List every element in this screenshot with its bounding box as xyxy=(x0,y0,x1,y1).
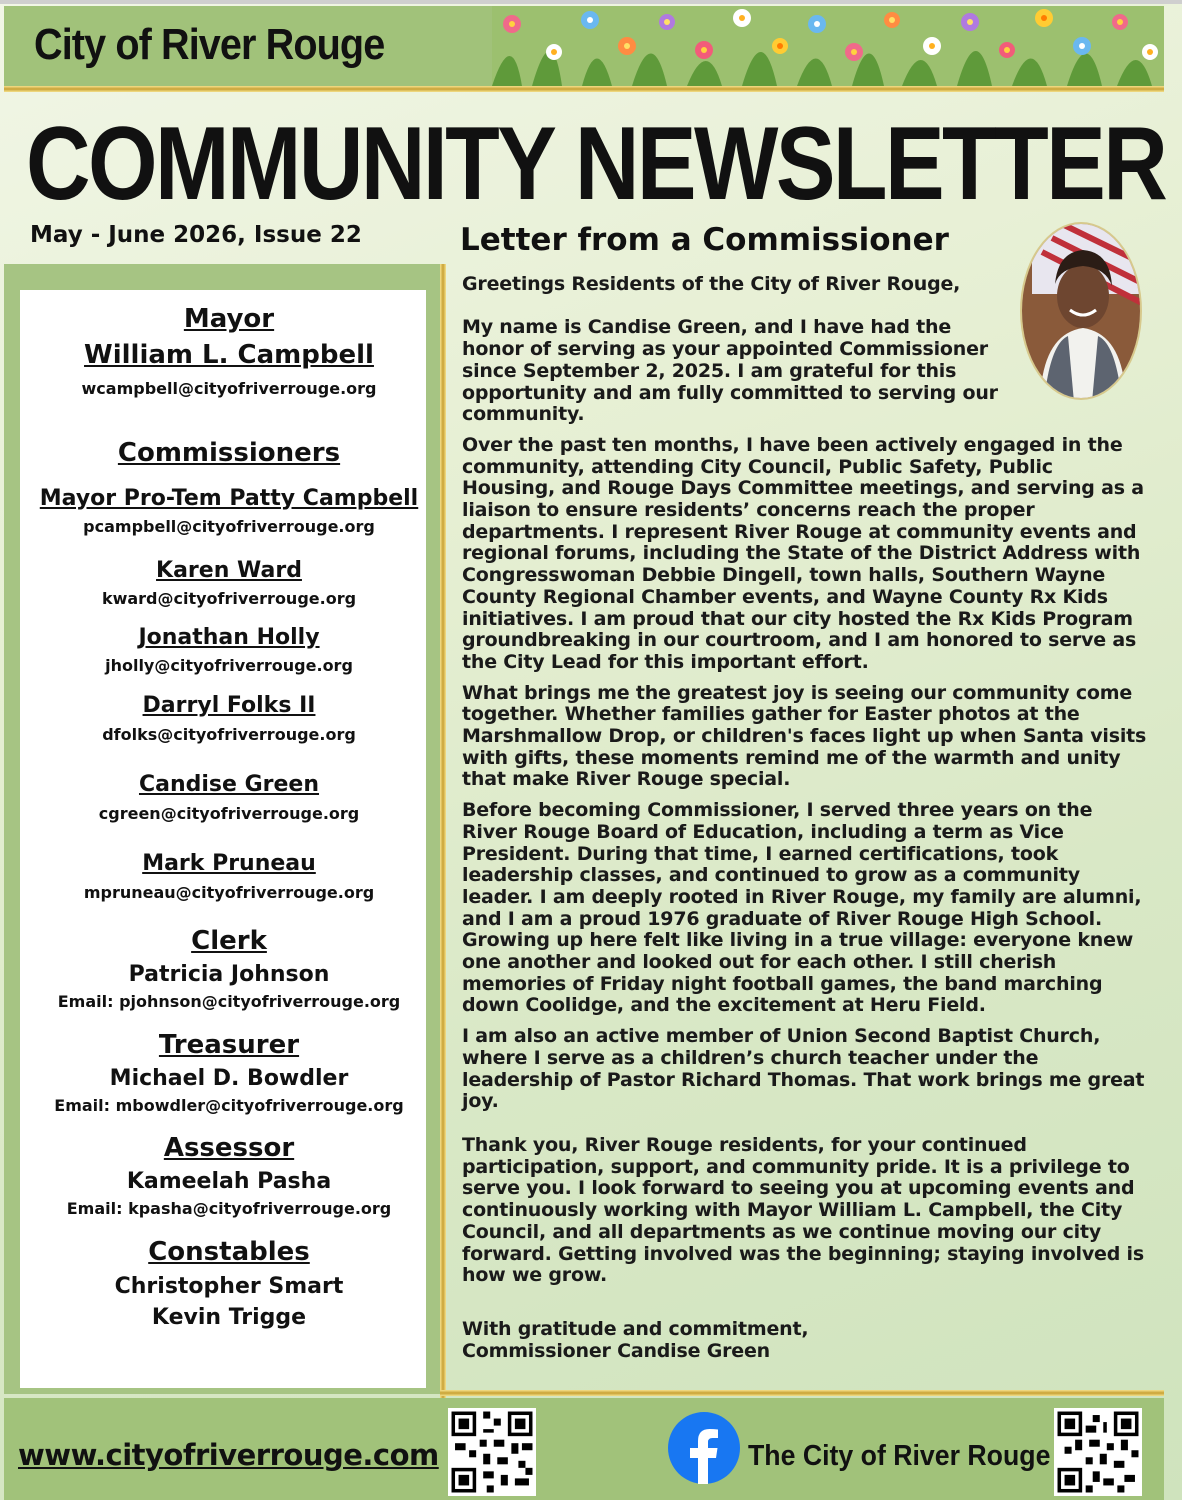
commissioner-email[interactable]: dfolks@cityofriverrouge.org xyxy=(102,725,356,744)
treasurer-email[interactable]: Email: mbowdler@cityofriverrouge.org xyxy=(54,1096,404,1115)
commissioner-name: Mayor Pro-Tem Patty Campbell xyxy=(39,486,419,511)
letter-title: Letter from a Commissioner xyxy=(460,222,949,258)
commissioner-email[interactable]: cgreen@cityofriverrouge.org xyxy=(98,804,360,823)
commissioner-email[interactable]: jholly@cityofriverrouge.org xyxy=(105,656,353,675)
newsletter-title: COMMUNITY NEWSLETTER xyxy=(26,106,1166,222)
clerk-heading: Clerk xyxy=(191,926,267,956)
letter-closing: With gratitude and commitment, xyxy=(462,1317,809,1340)
commissioners-heading: Commissioners xyxy=(117,438,341,468)
top-rule xyxy=(0,0,1182,4)
treasurer-heading: Treasurer xyxy=(158,1030,300,1060)
mayor-email[interactable]: wcampbell@cityofriverrouge.org xyxy=(81,379,377,398)
city-name: City of River Rouge xyxy=(34,20,385,69)
qr-code-icon[interactable] xyxy=(1054,1408,1142,1496)
facebook-page-label[interactable]: The City of River Rouge xyxy=(748,1440,1051,1472)
qr-code-icon[interactable] xyxy=(448,1408,536,1496)
commissioner-email[interactable]: kward@cityofriverrouge.org xyxy=(101,589,357,608)
constables-heading: Constables xyxy=(148,1237,310,1267)
header-band xyxy=(4,6,1164,86)
letter-greeting: Greetings Residents of the City of River Rouge, xyxy=(462,273,961,295)
footer-gold-divider xyxy=(440,1390,1164,1396)
letter-body xyxy=(462,274,1148,1362)
assessor-heading: Assessor xyxy=(163,1133,295,1163)
header-gold-divider xyxy=(4,86,1164,92)
sidebar-gold-border xyxy=(440,264,446,1398)
letter-paragraph: What brings me the greatest joy is seeing our community come together. Whether families gather for Easter photos at the Marshmallow Drop, or children's faces light up when Santa visits with gifts, these moments remind me of the warmth and unity that make River Rouge special. xyxy=(462,681,1147,791)
constable-name: Kevin Trigge xyxy=(151,1305,307,1330)
letter-paragraph: I am also an active member of Union Second Baptist Church, where I serve as a children’s church teacher under the leadership of Pastor Richard Thomas. That work brings me great joy. xyxy=(462,1025,1145,1113)
commissioner-name: Mark Pruneau xyxy=(142,851,316,876)
treasurer-name: Michael D. Bowdler xyxy=(109,1066,349,1091)
mayor-heading: Mayor xyxy=(183,304,275,334)
commissioner-name: Candise Green xyxy=(138,772,320,797)
constable-name: Christopher Smart xyxy=(114,1274,344,1299)
mayor-name: William L. Campbell xyxy=(84,340,374,370)
website-link[interactable]: www.cityofriverrouge.com xyxy=(18,1438,439,1472)
clerk-name: Patricia Johnson xyxy=(128,962,330,987)
commissioner-email[interactable]: pcampbell@cityofriverrouge.org xyxy=(83,517,375,536)
letter-paragraph: Thank you, River Rouge residents, for your continued participation, support, and community pride. It is a privilege to serve you. I look forward to seeing you at upcoming events and continuously working with Mayor William L. Campbell, the City Council, and all departments as we continue moving our city forward. Getting involved was the beginning; staying involved is how we grow. xyxy=(462,1134,1144,1287)
commissioner-name: Jonathan Holly xyxy=(138,625,320,650)
facebook-icon[interactable] xyxy=(668,1412,740,1484)
commissioner-email[interactable]: mpruneau@cityofriverrouge.org xyxy=(83,883,375,902)
assessor-name: Kameelah Pasha xyxy=(126,1169,332,1194)
commissioner-name: Karen Ward xyxy=(156,558,302,583)
letter-paragraph: My name is Candise Green, and I have had the honor of serving as your appointed Commissioner since September 2, 2025. I am grateful for this opportunity and am fully committed to serving our community. xyxy=(462,316,998,426)
letter-paragraph: Over the past ten months, I have been actively engaged in the community, attending City Council, Public Safety, Public Housing, and Rouge Days Committee meetings, and serving as a liaison to ensure residents’ concerns reach the proper departments. I represent River Rouge at community events and regional forums, including the State of the District Address with Congresswoman Debbie Dingell, town halls, Southern Wayne County Regional Chamber events, and Wayne County Rx Kids initiatives. I am proud that our city hosted the Rx Kids Program groundbreaking in our courtroom, and I am honored to serve as the City Lead for this important effort. xyxy=(462,433,1144,673)
letter-signature: Commissioner Candise Green xyxy=(462,1339,770,1362)
flower-banner-illustration xyxy=(492,6,1164,86)
commissioner-name: Darryl Folks II xyxy=(142,693,316,718)
assessor-email[interactable]: Email: kpasha@cityofriverrouge.org xyxy=(66,1199,392,1218)
issue-label: May - June 2026, Issue 22 xyxy=(30,222,362,248)
clerk-email[interactable]: Email: pjohnson@cityofriverrouge.org xyxy=(57,992,401,1011)
letter-paragraph: Before becoming Commissioner, I served three years on the River Rouge Board of Education, including a term as Vice President. During that time, I earned certifications, took leadership classes, and continued to grow as a community leader. I am deeply rooted in River Rouge, my family are alumni, and I am a proud 1976 graduate of River Rouge High School. Growing up here felt like living in a true village: everyone knew one another and looked out for each other. I still cherish memories of Friday night football games, the band marching down Coolidge, and the excitement at Heru Field. xyxy=(462,799,1142,1017)
